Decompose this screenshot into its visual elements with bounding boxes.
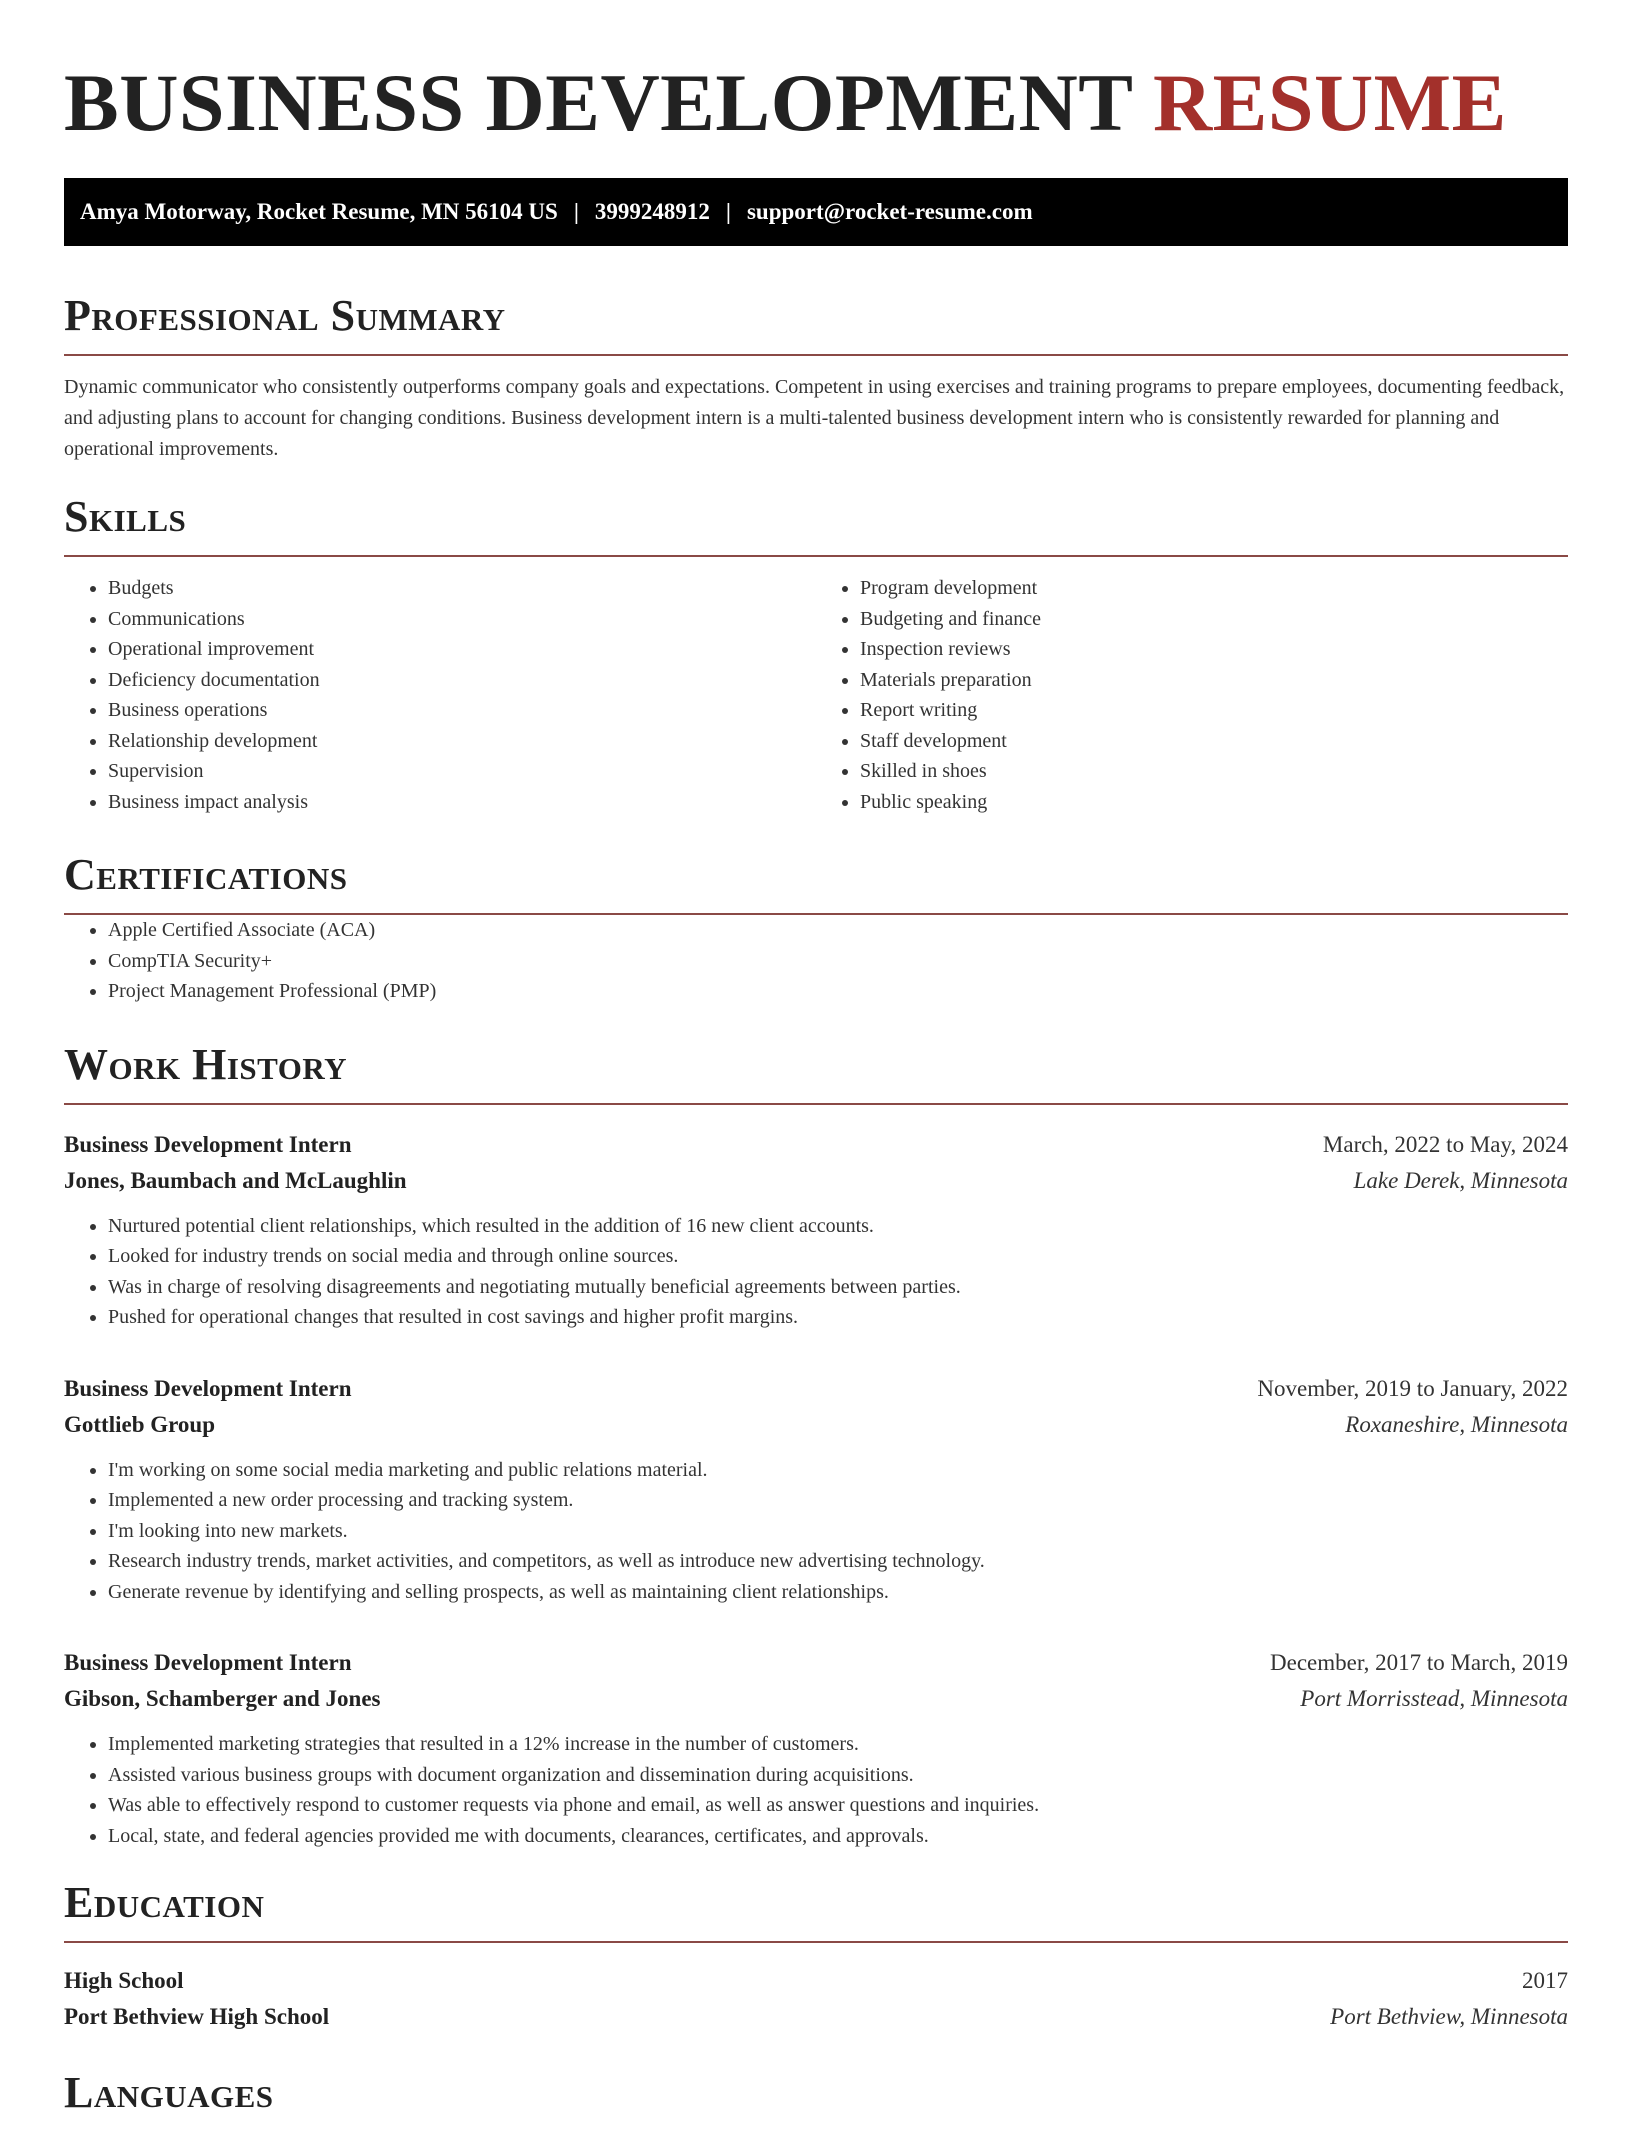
skill-item: • Materials preparation [860,665,1568,696]
certifications-list [64,915,1568,1007]
work-history-section [64,1039,1568,1852]
skill-item: • Budgeting and finance [860,604,1568,635]
title-accent: RESUME [1152,57,1507,148]
job-bullet: • Research industry trends, market activities, and competitors, as well as introduce new advertising technology. [108,1546,1568,1577]
skills-list-left [64,573,816,817]
job-location: Roxaneshire, Minnesota [1345,1411,1568,1437]
job-title: Business Development Intern [64,1650,352,1675]
section-heading: Work History [64,1043,1568,1105]
job-bullet: • Was in charge of resolving disagreements and negotiating mutually beneficial agreements between parties. [108,1272,1568,1303]
job-bullet: • Implemented marketing strategies that resulted in a 12% increase in the number of customers. [108,1729,1568,1760]
job-company: Gottlieb Group [64,1411,216,1437]
contact-bar [64,178,1568,246]
contact-address: Amya Motorway, Rocket Resume, MN 56104 US [80,199,558,224]
skill-item: • Supervision [108,756,816,787]
section-heading: Languages [64,2068,274,2117]
job-title: Business Development Intern [64,1375,352,1401]
skill-item: • Deficiency documentation [108,665,816,696]
job-dates: March, 2022 to May, 2024 [1322,1131,1568,1157]
section-heading: Education [64,1881,1568,1943]
certification-item: • CompTIA Security+ [108,946,1568,977]
contact-phone[interactable]: 3999248912 [594,199,710,224]
section-heading: Skills [64,495,1568,557]
skill-item: • Report writing [860,695,1568,726]
education-school: Port Bethview High School [64,2004,330,2029]
skill-item: • Operational improvement [108,634,816,665]
certification-item: • Project Management Professional (PMP) [108,976,1568,1007]
section-heading: Professional Summary [64,294,1568,356]
job-bullet: • Nurtured potential client relationships, which resulted in the addition of 16 new client accounts. [108,1211,1568,1242]
job-company-row [64,1407,1568,1443]
skill-item: • Staff development [860,726,1568,757]
job-bullet: • Implemented a new order processing and tracking system. [108,1485,1568,1516]
job-bullet: • Was able to effectively respond to customer requests via phone and email, as well as answer questions and inquiries. [108,1790,1568,1821]
job-location: Port Morrisstead, Minnesota [1300,1686,1568,1711]
job-bullet: • I'm working on some social media marketing and public relations material. [108,1455,1568,1486]
job-bullets [64,1729,1568,1851]
contact-email[interactable]: support@rocket-resume.com [746,199,1033,224]
section-heading: Certifications [64,853,1568,915]
job-bullet: • Generate revenue by identifying and selling prospects, as well as maintaining client relationships. [108,1577,1568,1608]
job-bullet: • Looked for industry trends on social media and through online sources. [108,1241,1568,1272]
skill-item: • Skilled in shoes [860,756,1568,787]
job-bullet: • I'm looking into new markets. [108,1516,1568,1547]
education-degree: High School [64,1968,184,1993]
title-main: BUSINESS DEVELOPMENT [64,57,1132,148]
contact-separator: | [725,199,731,224]
job-bullet: • Assisted various business groups with document organization and dissemination during acquisitions. [108,1760,1568,1791]
skill-item: • Business impact analysis [108,787,816,818]
education-header-row [64,1963,1568,1999]
job-bullet: • Local, state, and federal agencies provided me with documents, clearances, certificates, and approvals. [108,1821,1568,1852]
skills-section [64,492,1568,817]
skills-list-right [816,573,1568,817]
job-bullets [64,1211,1568,1333]
job-company: Jones, Baumbach and McLaughlin [64,1167,407,1193]
summary-text: Dynamic communicator who consistently outperforms company goals and expectations. Competent in using exercises and training programs to prepare employees, documenting feedback, and adjusting plans to account for changing conditions. Business development intern is a multi-talented business development intern who is consistently rewarded for planning and operational improvements. [64,376,1565,460]
job-bullet: • Pushed for operational changes that resulted in cost savings and higher profit margins. [108,1302,1568,1333]
skill-item: • Budgets [108,573,816,604]
skills-columns [64,573,1568,817]
languages-section [64,2068,1568,2131]
education-section [64,1878,1568,2035]
job-header-row [64,1371,1568,1407]
job-title: Business Development Intern [64,1131,352,1157]
skill-item: • Public speaking [860,787,1568,818]
certification-item: • Apple Certified Associate (ACA) [108,915,1568,946]
education-location: Port Bethview, Minnesota [1330,2004,1568,2029]
job-company: Gibson, Schamberger and Jones [64,1686,381,1711]
job-bullets [64,1455,1568,1608]
job-dates: December, 2017 to March, 2019 [1270,1650,1568,1675]
skill-item: • Communications [108,604,816,635]
job-header-row [64,1645,1568,1681]
education-year: 2017 [1522,1968,1568,1993]
job-dates: November, 2019 to January, 2022 [1257,1375,1568,1401]
job-company-row [64,1163,1568,1199]
education-school-row [64,1999,1568,2035]
summary-section [64,291,1568,465]
resume-title [64,57,1568,148]
job-company-row [64,1681,1568,1717]
job-entry [64,1127,1568,1333]
education-entry [64,1963,1568,2035]
job-entry [64,1371,1568,1608]
skill-item: • Program development [860,573,1568,604]
skill-item: • Relationship development [108,726,816,757]
skill-item: • Business operations [108,695,816,726]
certifications-section [64,850,1568,1007]
job-header-row [64,1127,1568,1163]
contact-separator: | [573,199,579,224]
job-location: Lake Derek, Minnesota [1353,1167,1568,1193]
job-entry [64,1645,1568,1851]
skill-item: • Inspection reviews [860,634,1568,665]
